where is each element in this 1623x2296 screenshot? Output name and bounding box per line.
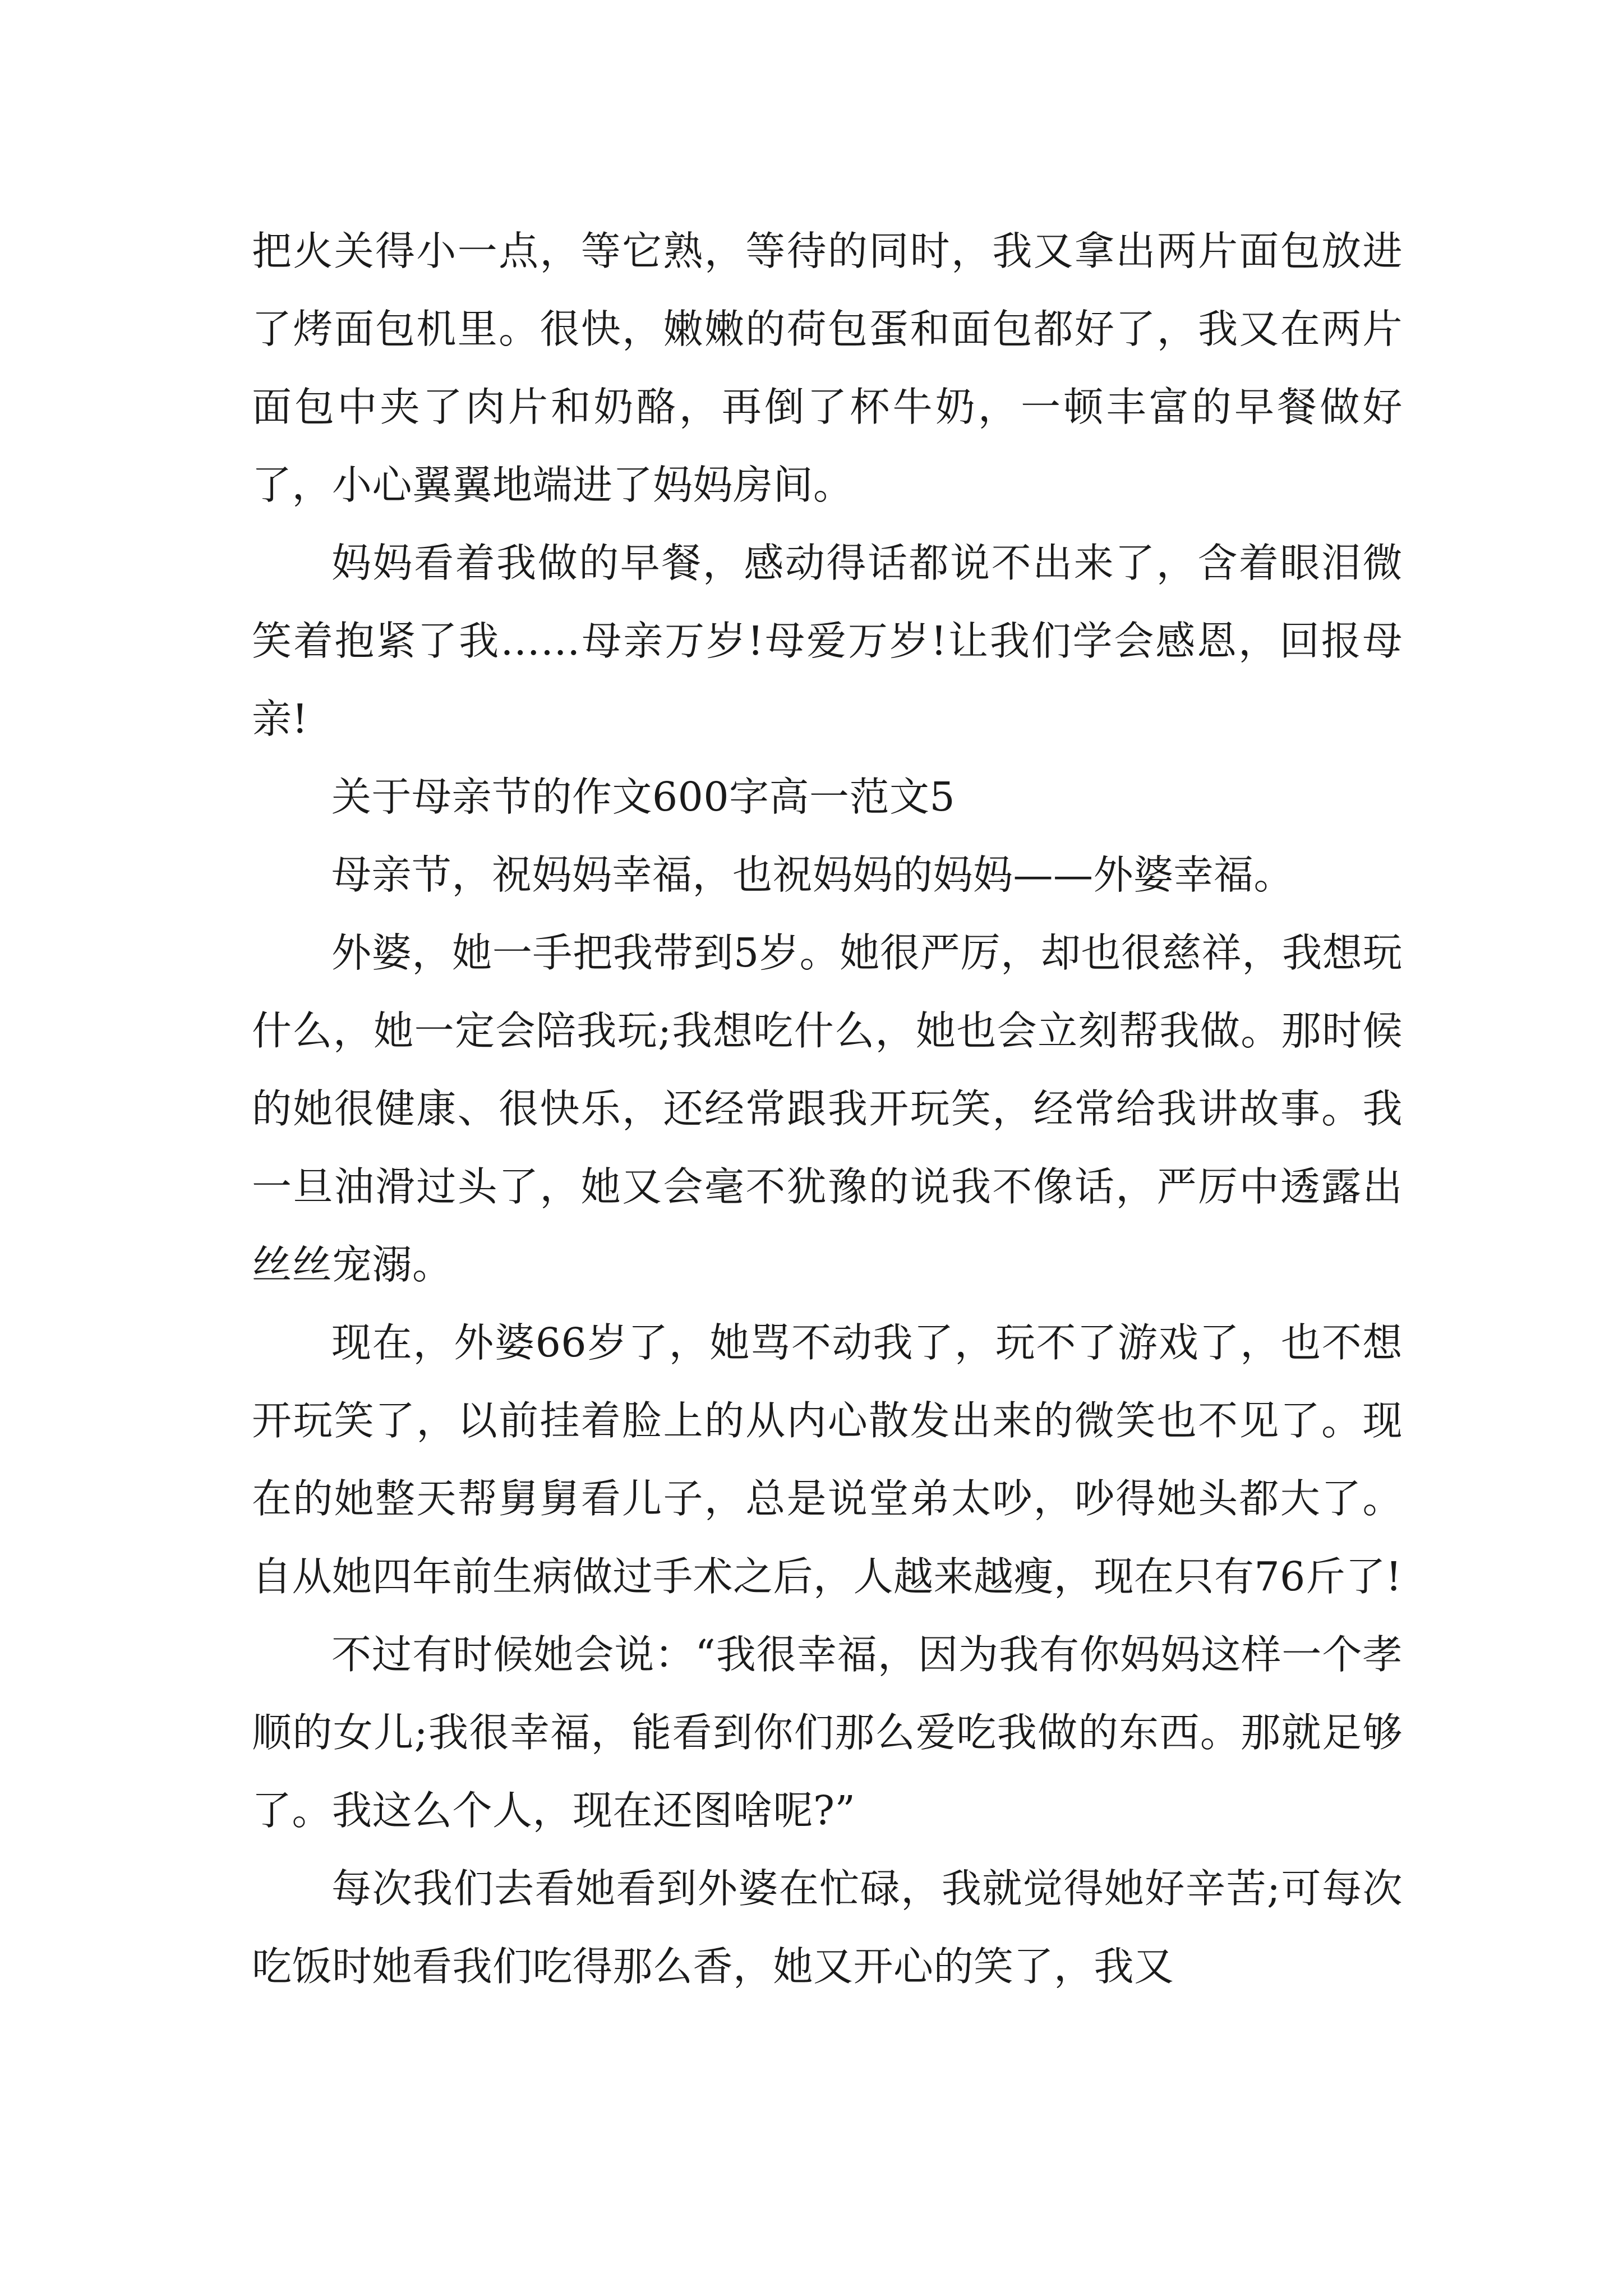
paragraph: 不过有时候她会说：“我很幸福，因为我有你妈妈这样一个孝顺的女儿;我很幸福，能看到你们那么爱吃我做的东西。那就足够了。我这么个人，现在还图啥呢?”	[252, 1631, 1403, 1834]
paragraph: 外婆，她一手把我带到5岁。她很严厉，却也很慈祥，我想玩什么，她一定会陪我玩;我想吃什么，她也会立刻帮我做。那时候的她很健康、很快乐，还经常跟我开玩笑，经常给我讲故事。我一旦油滑过头了，她又会毫不犹豫的说我不像话，严厉中透露出丝丝宠溺。	[252, 930, 1403, 1288]
document-body	[252, 212, 1403, 2005]
paragraph: 每次我们去看她看到外婆在忙碌，我就觉得她好辛苦;可每次吃饭时她看我们吃得那么香，她又开心的笑了，我又	[252, 1865, 1403, 1990]
paragraph: 现在，外婆66岁了，她骂不动我了，玩不了游戏了，也不想开玩笑了，以前挂着脸上的从内心散发出来的微笑也不见了。现在的她整天帮舅舅看儿子，总是说堂弟太吵，吵得她头都大了。自从她四年前生病做过手术之后，人越来越瘦，现在只有76斤了!	[252, 1319, 1403, 1600]
paragraph: 母亲节，祝妈妈幸福，也祝妈妈的妈妈——外婆幸福。	[331, 852, 1294, 898]
section-heading: 关于母亲节的作文600字高一范文5	[331, 774, 956, 820]
paragraph-continuation: 把火关得小一点，等它熟，等待的同时，我又拿出两片面包放进了烤面包机里。很快，嫩嫩的荷包蛋和面包都好了，我又在两片面包中夹了肉片和奶酪，再倒了杯牛奶，一顿丰富的早餐做好了，小心翼翼地端进了妈妈房间。	[252, 228, 1403, 508]
paragraph: 妈妈看着我做的早餐，感动得话都说不出来了，含着眼泪微笑着抱紧了我……母亲万岁!母爱万岁!让我们学会感恩，回报母亲!	[252, 540, 1403, 742]
